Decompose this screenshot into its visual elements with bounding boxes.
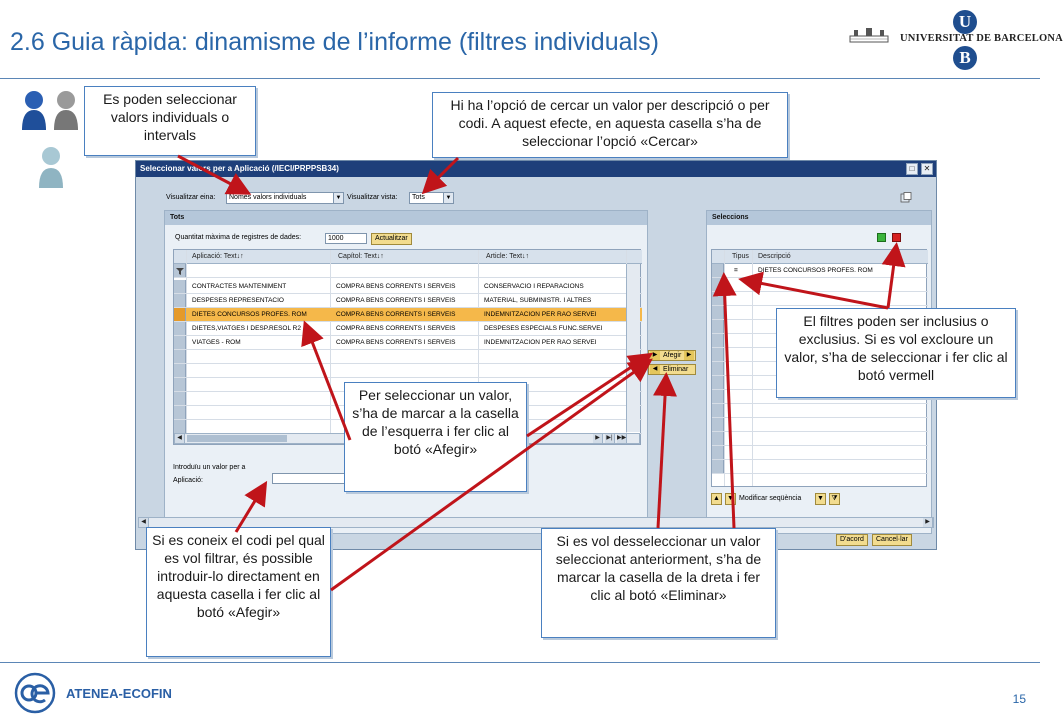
values-grid-header [174,250,642,264]
row-selector[interactable] [174,322,186,335]
eliminar-button[interactable]: ◀ Eliminar [648,364,696,375]
remove-arrow-icon: ◀ [650,365,660,374]
close-icon[interactable]: ✕ [921,163,933,175]
settings-icon[interactable] [900,192,912,204]
scroll-left-icon[interactable]: ◀ [175,434,185,443]
tots-header: Tots [165,211,647,225]
equals-icon[interactable]: = [734,267,738,274]
university-letter-u: U [953,10,977,34]
top-divider [0,78,1040,79]
bottom-divider [0,662,1040,663]
scroll-right-icon[interactable]: ▶ [923,518,933,527]
scroll-end-icon[interactable]: ▶| [605,434,615,443]
scroll-page-icon[interactable]: ▶▶ [617,435,627,441]
maximize-icon[interactable]: □ [906,163,918,175]
cancel-button[interactable]: Cancel·lar [872,534,912,546]
row-selector[interactable] [712,264,724,277]
visualitzar-vista-label: Visualitzar vista: [347,194,398,201]
page-number: 15 [1012,692,1026,706]
chevron-down-icon[interactable]: ▼ [443,192,454,204]
callout-individual-values: Es poden seleccionar valors individuals o intervals [84,86,256,156]
move-down-icon[interactable]: ▼ [725,493,736,505]
visualitzar-vista-value: Tots [412,194,425,201]
callout-search-option: Hi ha l’opció de cercar un valor per descripció o per codi. A aquest efecte, en aquesta casella s’ha de seleccionar l’opció «Cercar» [432,92,788,158]
add-arrow-icon-right: ▶ [684,351,694,360]
scroll-right-icon[interactable]: ▶ [593,434,603,443]
table-row[interactable]: CONTRACTES MANTENIMENT COMPRA BENS CORRENTS I SERVEIS CONSERVACIO I REPARACIONS [174,280,642,294]
scroll-left-icon[interactable]: ◀ [139,518,149,527]
row-selector[interactable] [174,280,186,293]
column-header-descripcio[interactable]: Descripció [758,253,791,260]
callout-select-value: Per seleccionar un valor, s’ha de marcar a la casella de l’esquerra i fer clic al botó «Afegir» [344,382,527,492]
table-row[interactable]: DIETES,VIATGES I DESP.RESOL R2 COMPRA BENS CORRENTS I SERVEIS DESPESES ESPECIALS FUNC.SERVEI [174,322,642,336]
max-records-label: Quantitat màxima de registres de dades: [175,234,302,241]
callout-deselect-value: Si es vol desseleccionar un valor seleccionat anteriorment, s’ha de marcar la casella de la dreta i fer clic al botó «Eliminar» [541,528,776,638]
row-selector[interactable] [174,294,186,307]
table-row-selected[interactable]: DIETES CONCURSOS PROFES. ROM COMPRA BENS CORRENTS I SERVEIS INDEMNITZACION PER RAO SERVEI [174,308,642,322]
visualitzar-eina-value: Només valors individuals [229,194,307,201]
intro-label: Introduïu un valor per a [173,464,246,471]
visualitzar-eina-select[interactable] [226,192,344,204]
selection-row[interactable]: = DIETES CONCURSOS PROFES. ROM [712,264,928,278]
include-green-button[interactable] [877,233,886,242]
afegir-button[interactable]: ▶ Afegir ▶ [648,350,696,361]
university-letter-b: B [953,46,977,70]
atenea-logo-icon [14,672,58,714]
sequence-filter-icon[interactable]: ⧩ [829,493,840,505]
max-records-input[interactable]: 1000 [325,233,367,244]
university-name: UNIVERSITAT DE BARCELONA [900,33,1063,44]
move-up-icon[interactable]: ▲ [711,493,722,505]
visualitzar-eina-label: Visualitzar eina: [166,194,216,201]
column-header-capitol[interactable]: Capítol: Text↓↑ [338,253,384,260]
seleccions-header: Seleccions [707,211,931,225]
chevron-down-icon[interactable]: ▼ [333,192,344,204]
callout-include-exclude: El filtres poden ser inclusius o exclusius. Si es vol excloure un valor, s’ha de seleccionar i fer clic al botó vermell [776,308,1016,398]
row-selector[interactable] [174,336,186,349]
dacord-button[interactable]: D'acord [836,534,868,546]
column-header-aplicacio[interactable]: Aplicació: Text↓↑ [192,253,244,260]
column-header-article[interactable]: Article: Text↓↑ [486,253,530,260]
vertical-scrollbar[interactable] [626,264,640,432]
column-header-tipus[interactable]: Tipus [732,253,749,260]
sequence-dropdown-icon[interactable]: ▼ [815,493,826,505]
aplicacio-label: Aplicació: [173,477,203,484]
modificar-sequencia-label: Modificar seqüència [739,495,802,502]
table-row[interactable]: DESPESES REPRESENTACIO COMPRA BENS CORRENTS I SERVEIS MATERIAL, SUBMINISTR. I ALTRES [174,294,642,308]
filter-icon[interactable] [174,264,186,277]
exclude-red-button[interactable] [892,233,901,242]
window-title: Seleccionar valors per a Aplicació (/IECI/PRPPSB34) [136,161,936,177]
slide-title: 2.6 Guia ràpida: dinamisme de l’informe (filtres individuals) [10,28,659,56]
row-selector[interactable] [174,308,186,321]
add-arrow-icon: ▶ [650,351,660,360]
filter-row [174,264,642,278]
table-row[interactable]: VIATGES - ROM COMPRA BENS CORRENTS I SERVEIS INDEMNITZACION PER RAO SERVEI [174,336,642,350]
callout-enter-code: Si es coneix el codi pel qual es vol filtrar, és possible introduir-lo directament en aquesta casella i fer clic al botó «Afegir» [146,527,331,657]
footer-brand: ATENEA-ECOFIN [66,686,172,701]
actualitzar-button[interactable]: Actualitzar [371,233,412,245]
people-icon [18,88,88,198]
visualitzar-vista-select[interactable] [409,192,454,204]
